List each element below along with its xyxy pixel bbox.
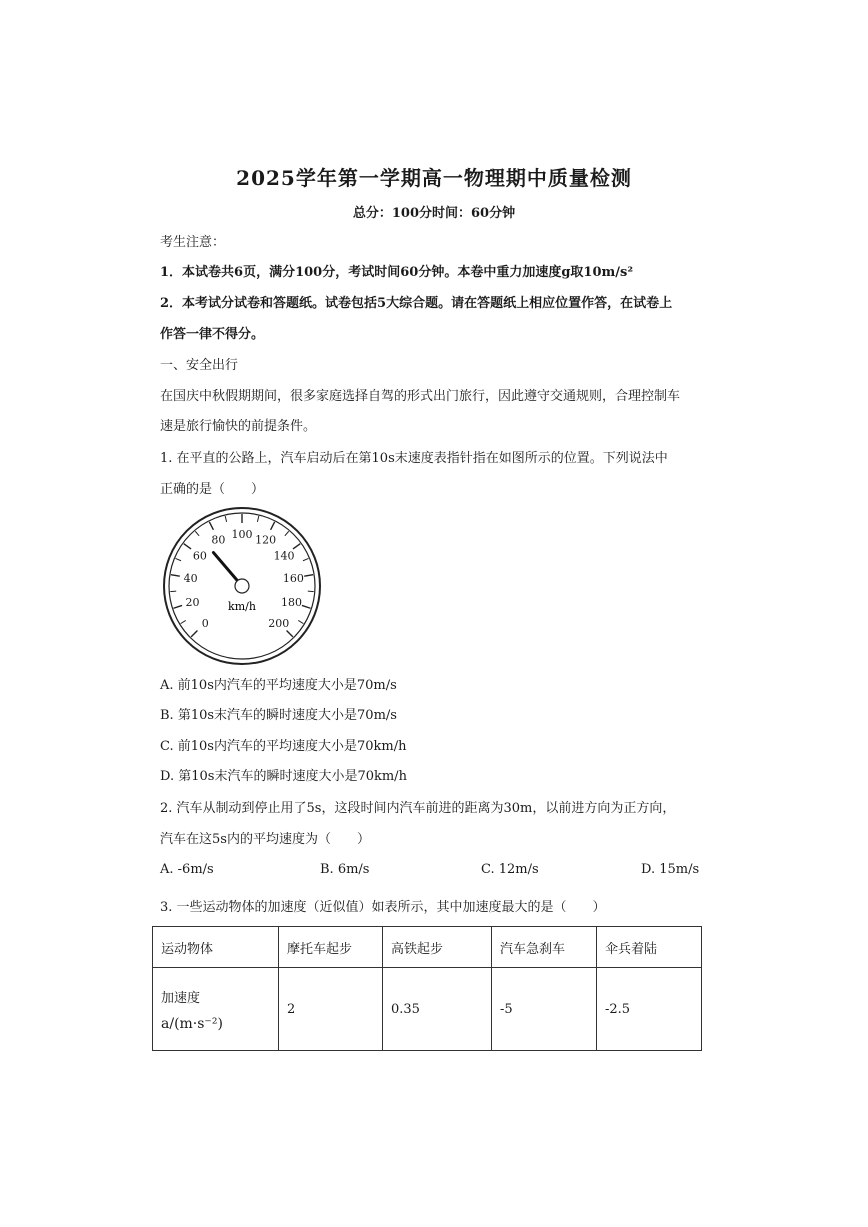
question-1-stem-line-1: 1. 在平直的公路上，汽车启动后在第10s末速度表指针指在如图所示的位置。下列说法中 [160, 451, 668, 466]
section-intro-line-2: 速是旅行愉快的前提条件。 [160, 419, 317, 434]
table-row-label [153, 968, 279, 1051]
speedometer-tick-label: 140 [273, 549, 295, 563]
speedometer-unit: km/h [228, 600, 256, 613]
speedometer-tick [287, 631, 293, 637]
question-1-option-b: B. 第10s末汽车的瞬时速度大小是70m/s [160, 708, 397, 723]
question-2-option-b: B. 6m/s [320, 862, 370, 877]
table-row [153, 968, 702, 1051]
table-row-label-text: 加速度 [161, 990, 201, 1006]
table-cell: -5 [492, 968, 597, 1051]
question-2-options [160, 862, 700, 880]
section-intro-line-1: 在国庆中秋假期期间，很多家庭选择自驾的形式出门旅行，因此遵守交通规则，合理控制车 [160, 389, 681, 404]
speedometer-tick [171, 575, 180, 576]
table-cell: 2 [279, 968, 383, 1051]
speedometer-tick-label: 20 [185, 596, 200, 610]
question-1-stem-line-2: 正确的是（ ） [160, 482, 265, 497]
page-subtitle: 总分：100分时间：60分钟 [352, 206, 516, 221]
speedometer-hub [235, 579, 249, 593]
speedometer-tick [285, 531, 289, 536]
speedometer-tick [225, 516, 226, 522]
speedometer-figure [162, 506, 322, 666]
speedometer-tick [209, 522, 213, 530]
speedometer-tick-label: 0 [201, 616, 209, 630]
speedometer-tick [302, 605, 311, 608]
speedometer-tick [184, 544, 191, 549]
question-1-option-d: D. 第10s末汽车的瞬时速度大小是70km/h [160, 769, 407, 784]
table-row-unit: a/(m·s⁻²) [161, 1015, 223, 1032]
notice-item-1: 1．本试卷共6页，满分100分，考试时间60分钟。本卷中重力加速度g取10m/s² [160, 265, 634, 280]
acceleration-table [152, 926, 702, 1051]
notice-heading: 考生注意： [160, 235, 226, 250]
speedometer-tick [191, 631, 197, 637]
question-3-stem: 3. 一些运动物体的加速度（近似值）如表所示，其中加速度最大的是（ ） [160, 900, 606, 915]
table-header-cell: 高铁起步 [383, 927, 492, 968]
speedometer-tick [181, 620, 186, 623]
table-header-cell: 汽车急刹车 [492, 927, 597, 968]
table-cell: -2.5 [597, 968, 702, 1051]
speedometer-tick-label: 40 [183, 571, 198, 585]
speedometer-tick [293, 544, 300, 549]
question-2-stem-line-2: 汽车在这5s内的平均速度为（ ） [160, 832, 370, 847]
speedometer-tick-label: 200 [268, 616, 290, 630]
speedometer-tick [195, 531, 199, 536]
speedometer-tick-label: 100 [231, 528, 253, 541]
notice-item-2-line-1: 2．本考试分试卷和答题纸。试卷包括5大综合题。请在答题纸上相应位置作答，在试卷上 [160, 296, 673, 311]
question-2-option-d: D. 15m/s [641, 862, 700, 877]
question-2-option-c: C. 12m/s [481, 862, 539, 877]
speedometer-tick [304, 575, 313, 576]
speedometer-tick [298, 620, 303, 623]
speedometer-tick-label: 120 [255, 533, 277, 547]
speedometer-tick-label: 80 [211, 533, 226, 547]
question-1-option-c: C. 前10s内汽车的平均速度大小是70km/h [160, 739, 407, 754]
speedometer-tick-label: 60 [192, 549, 207, 563]
question-2-option-a: A. -6m/s [160, 862, 214, 877]
table-header-row [153, 927, 702, 968]
question-1-option-a: A. 前10s内汽车的平均速度大小是70m/s [160, 678, 397, 693]
speedometer-tick-label: 160 [282, 571, 304, 585]
question-2-stem-line-1: 2. 汽车从制动到停止用了5s，这段时间内汽车前进的距离为30m，以前进方向为正方向， [160, 801, 676, 816]
speedometer-tick [257, 516, 258, 522]
speedometer-tick [271, 522, 275, 530]
table-header-cell: 摩托车起步 [279, 927, 383, 968]
table-header-cell: 伞兵着陆 [597, 927, 702, 968]
speedometer-tick [174, 605, 183, 608]
notice-item-2-line-2: 作答一律不得分。 [160, 327, 265, 342]
speedometer-tick [175, 558, 181, 560]
table-header-cell: 运动物体 [153, 927, 279, 968]
speedometer-tick [303, 558, 309, 560]
speedometer-tick-label: 180 [280, 596, 302, 610]
section-heading: 一、安全出行 [160, 358, 239, 373]
table-cell: 0.35 [383, 968, 492, 1051]
page-title: 2025学年第一学期高一物理期中质量检测 [236, 166, 632, 190]
